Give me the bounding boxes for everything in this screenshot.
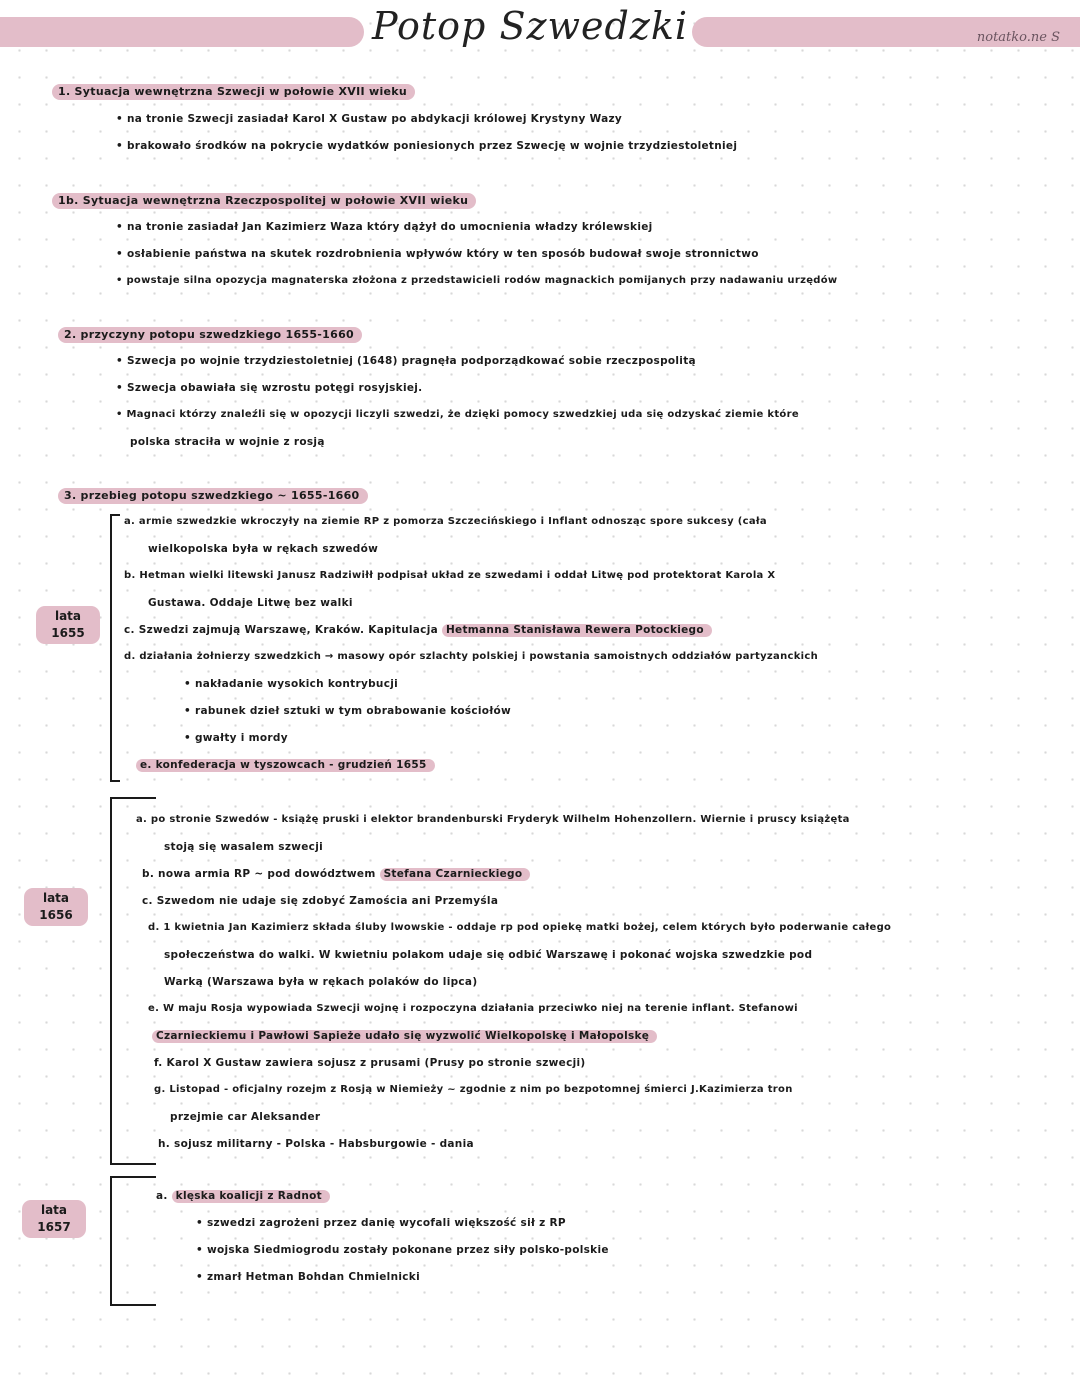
y1655-b-line-1: b. Hetman wielki litewski Janusz Radziwiłł podpisał układ ze szwedami i oddał Litwę pod protektorat Karola X	[124, 570, 776, 581]
section-2-heading: 2. przyczyny potopu szwedzkiego 1655-1660	[58, 327, 362, 343]
y1657-line-3: • zmarł Hetman Bohdan Chmielnicki	[196, 1271, 420, 1283]
s1b-line-3: • powstaje silna opozycja magnaterska złożona z przedstawicieli rodów magnackich pomijanych przy nadawaniu urzędów	[116, 275, 838, 286]
y1656-a-line-2: stoją się wasalem szwecji	[164, 841, 323, 853]
y1656-b-highlight: Stefana Czarnieckiego	[380, 868, 531, 881]
s2-line-3: • Magnaci którzy znaleźli się w opozycji liczyli szwedzi, że dzięki pomocy szwedzkiej uda się odzyskać ziemie które	[116, 409, 799, 420]
y1656-g-line-2: przejmie car Aleksander	[170, 1111, 321, 1123]
section-3-heading: 3. przebieg potopu szwedzkiego ~ 1655-1660	[58, 488, 368, 504]
s2-line-1: • Szwecja po wojnie trzydziestoletniej (1648) pragnęła podporządkować sobie rzeczpospolitą	[116, 355, 696, 367]
bracket-1655	[110, 514, 120, 782]
s1-line-2: • brakowało środków na pokrycie wydatków poniesionych przez Szwecję w wojnie trzydziestoletniej	[116, 140, 738, 152]
y1655-c-line	[124, 624, 712, 636]
y1656-a-line-1: a. po stronie Szwedów - książę pruski i elektor brandenburski Fryderyk Wilhelm Hohenzollern. Wiernie i pruscy książęta	[136, 814, 850, 825]
y1655-b-line-2: Gustawa. Oddaje Litwę bez walki	[148, 597, 353, 609]
y1656-e-line-2	[152, 1030, 657, 1042]
y1655-d-line-3: • rabunek dzieł sztuki w tym obrabowanie kościołów	[184, 705, 512, 717]
header-bar-left	[0, 17, 364, 47]
section-1-heading: 1. Sytuacja wewnętrzna Szwecji w połowie XVII wieku	[52, 84, 415, 100]
y1656-d-line-2: społeczeństwa do walki. W kwietniu polakom udaje się odbić Warszawę i pokonać wojska szwedzkie pod	[164, 949, 813, 961]
s1-line-1: • na tronie Szwecji zasiadał Karol X Gustaw po abdykacji królowej Krystyny Wazy	[116, 113, 623, 125]
y1657-a-highlight: klęska koalicji z Radnot	[172, 1190, 330, 1203]
y1656-d-line-1: d. 1 kwietnia Jan Kazimierz składa śluby lwowskie - oddaje rp pod opiekę matki bożej, celem których było poderwanie całego	[148, 922, 892, 933]
s2-line-3b: polska straciła w wojnie z rosją	[130, 436, 325, 448]
y1657-line-2: • wojska Siedmiogrodu zostały pokonane przez siły polsko-polskie	[196, 1244, 609, 1256]
y1656-h-line: h. sojusz militarny - Polska - Habsburgowie - dania	[158, 1138, 474, 1150]
y1657-a-line	[156, 1190, 330, 1202]
y1656-e-line-1: e. W maju Rosja wypowiada Szwecji wojnę i rozpoczyna działania przeciwko niej na terenie inflant. Stefanowi	[148, 1003, 798, 1014]
y1655-a-line-2: wielkopolska była w rękach szwedów	[148, 543, 379, 555]
year-badge-1657: lata 1657	[22, 1200, 86, 1238]
bracket-1656	[110, 797, 156, 1165]
y1657-a-label: a.	[156, 1190, 168, 1202]
y1656-d-line-3: Warką (Warszawa była w rękach polaków do lipca)	[164, 976, 478, 988]
year-badge-1656: lata 1656	[24, 888, 88, 926]
y1656-f-line: f. Karol X Gustaw zawiera sojusz z prusami (Prusy po stronie szwecji)	[154, 1057, 586, 1069]
y1656-b-text: b. nowa armia RP ~ pod dowództwem	[142, 868, 376, 880]
year-badge-1655: lata 1655	[36, 606, 100, 644]
y1656-c-line: c. Szwedom nie udaje się zdobyć Zamościa ani Przemyśla	[142, 895, 499, 907]
y1655-e-highlight: e. konfederacja w tyszowcach - grudzień 1655	[136, 759, 435, 772]
s2-line-2: • Szwecja obawiała się wzrostu potęgi rosyjskiej.	[116, 382, 423, 394]
s1b-line-2: • osłabienie państwa na skutek rozdrobnienia wpływów który w ten sposób budował swoje stronnictwo	[116, 248, 759, 260]
bracket-1657	[110, 1176, 156, 1306]
y1656-e-highlight: Czarnieckiemu i Pawłowi Sapieże udało się wyzwolić Wielkopolskę i Małopolskę	[152, 1030, 657, 1043]
y1655-d-line-4: • gwałty i mordy	[184, 732, 288, 744]
section-1b-heading: 1b. Sytuacja wewnętrzna Rzeczpospolitej w połowie XVII wieku	[52, 193, 476, 209]
y1655-a-line-1: a. armie szwedzkie wkroczyły na ziemie RP z pomorza Szczecińskiego i Inflant odnosząc spore sukcesy (cała	[124, 516, 767, 527]
y1657-line-1: • szwedzi zagrożeni przez danię wycofali większość sił z RP	[196, 1217, 566, 1229]
y1655-d-line-1: d. działania żołnierzy szwedzkich → masowy opór szlachty polskiej i powstania samoistnych oddziałów partyzanckich	[124, 651, 819, 662]
y1655-c-highlight: Hetmanna Stanisława Rewera Potockiego	[442, 624, 712, 637]
y1656-g-line-1: g. Listopad - oficjalny rozejm z Rosją w Niemieży ~ zgodnie z nim po bezpotomnej śmierci J.Kazimierza tron	[154, 1084, 793, 1095]
y1655-d-line-2: • nakładanie wysokich kontrybucji	[184, 678, 399, 690]
brand-watermark: notatko.ne S	[976, 30, 1060, 45]
y1655-c-text: c. Szwedzi zajmują Warszawę, Kraków. Kapitulacja	[124, 624, 438, 636]
page-title: Potop Szwedzki	[372, 4, 689, 48]
y1656-b-line	[142, 868, 530, 880]
s1b-line-1: • na tronie zasiadał Jan Kazimierz Waza który dążył do umocnienia władzy królewskiej	[116, 221, 653, 233]
y1655-e-line	[136, 759, 435, 771]
